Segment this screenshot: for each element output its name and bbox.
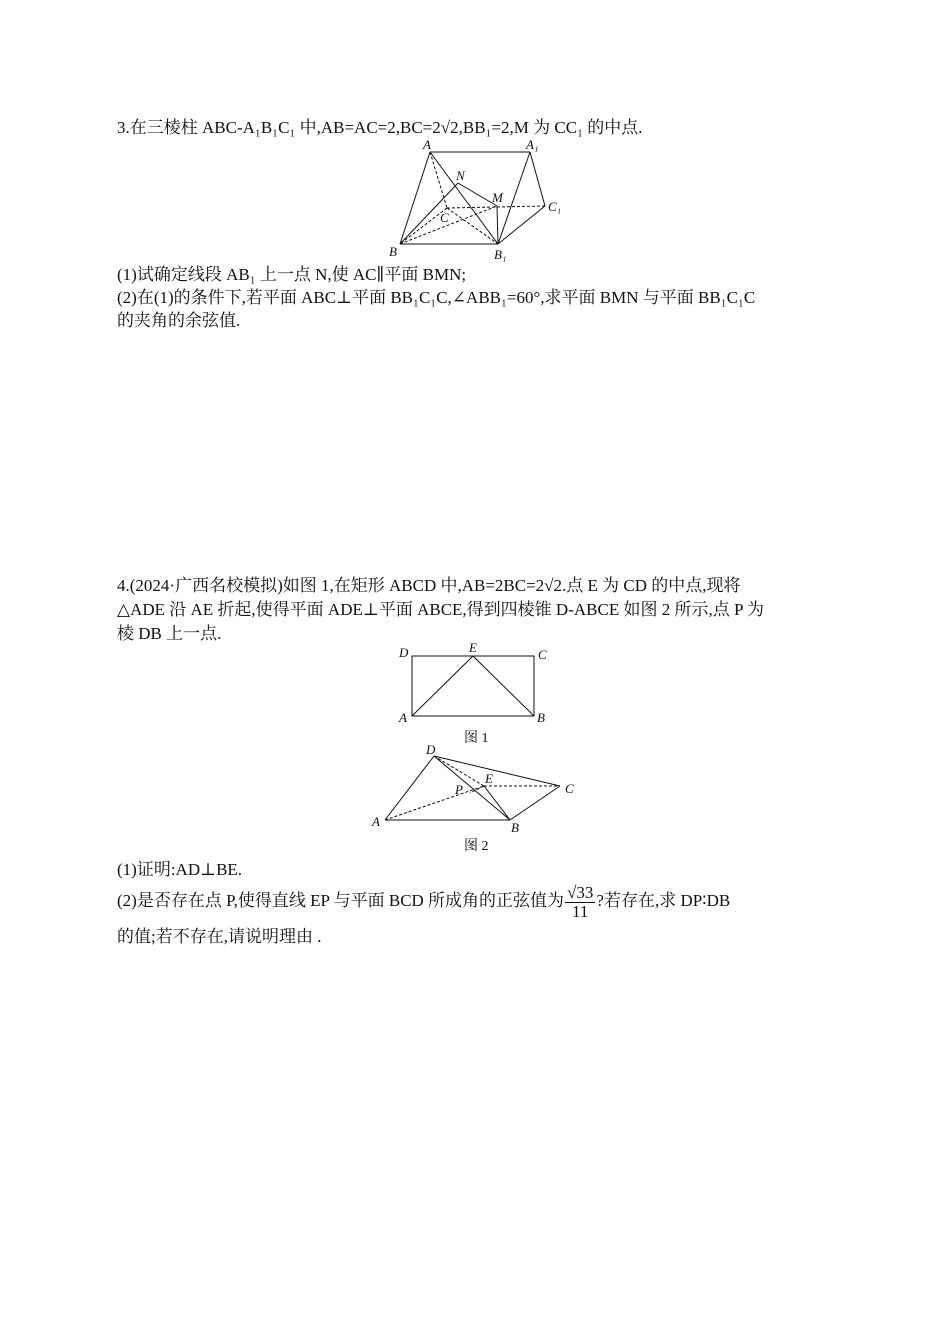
- fig1-label-B: B: [537, 710, 545, 725]
- q4-stem-line3: 棱 DB 上一点.: [117, 624, 222, 643]
- label-B: B: [389, 244, 397, 259]
- q4-stem-line1: 4.(2024·广西名校模拟)如图 1,在矩形 ABCD 中,AB=2BC=2√2.点 E 为 CD 的中点,现将: [117, 576, 741, 595]
- label-C: C: [440, 210, 449, 225]
- fig2-label-C: C: [565, 781, 574, 796]
- label-B1: B₁: [494, 247, 507, 262]
- sine-fraction: [565, 884, 595, 921]
- label-N: N: [456, 168, 465, 183]
- label-C1: C₁: [548, 199, 562, 214]
- fig2-label-P: P: [455, 782, 463, 797]
- figure-2-caption: 图 2: [464, 839, 489, 854]
- label-A1: A₁: [526, 137, 539, 152]
- fig1-label-C: C: [538, 647, 547, 662]
- prism-diagram: [385, 136, 575, 262]
- q3-part2-cont: 的夹角的余弦值.: [117, 311, 241, 330]
- fig2-label-D: D: [426, 742, 436, 757]
- fig2-label-E: E: [485, 771, 493, 786]
- fig1-label-D: D: [399, 645, 409, 660]
- q4-part2-pre: (2)是否存在点 P,使得直线 EP 与平面 BCD 所成角的正弦值为: [117, 891, 565, 910]
- fig1-label-A: A: [399, 710, 407, 725]
- label-M: M: [492, 190, 503, 205]
- fig2-label-A: A: [372, 814, 380, 829]
- q3-prism-figure: [385, 136, 575, 267]
- q3-stem: 3.在三棱柱 ABC-A₁B₁C₁ 中,AB=AC=2,BC=2√2,BB₁=2,M 为 CC₁ 的中点.: [117, 118, 643, 137]
- label-A: A: [423, 137, 431, 152]
- q3-part1: (1)试确定线段 AB₁ 上一点 N,使 AC∥平面 BMN;: [117, 265, 467, 284]
- q4-part2-post: ?若存在,求 DP∶DB: [596, 891, 731, 910]
- q4-stem-line2: △ADE 沿 AE 折起,使得平面 ADE⊥平面 ABCE,得到四棱锥 D-ABCE 如图 2 所示,点 P 为: [117, 600, 765, 619]
- q4-part2: [117, 882, 730, 921]
- q3-part2: (2)在(1)的条件下,若平面 ABC⊥平面 BB₁C₁C,∠ABB₁=60°,求平面 BMN 与平面 BB₁C₁C: [117, 288, 756, 307]
- q4-part2-cont: 的值;若不存在,请说明理由 .: [117, 927, 322, 946]
- rectangle-diagram: [395, 642, 555, 728]
- q4-part1: (1)证明:AD⊥BE.: [117, 860, 243, 879]
- fig1-label-E: E: [469, 642, 477, 655]
- fig2-label-B: B: [511, 820, 519, 835]
- q4-figure-1: [395, 642, 555, 733]
- figure-1-caption: 图 1: [464, 731, 489, 746]
- fraction-numerator: √33: [567, 882, 594, 902]
- q4-figure-2: [370, 740, 585, 841]
- fraction-denominator: 11: [572, 901, 589, 921]
- pyramid-diagram: [370, 740, 585, 836]
